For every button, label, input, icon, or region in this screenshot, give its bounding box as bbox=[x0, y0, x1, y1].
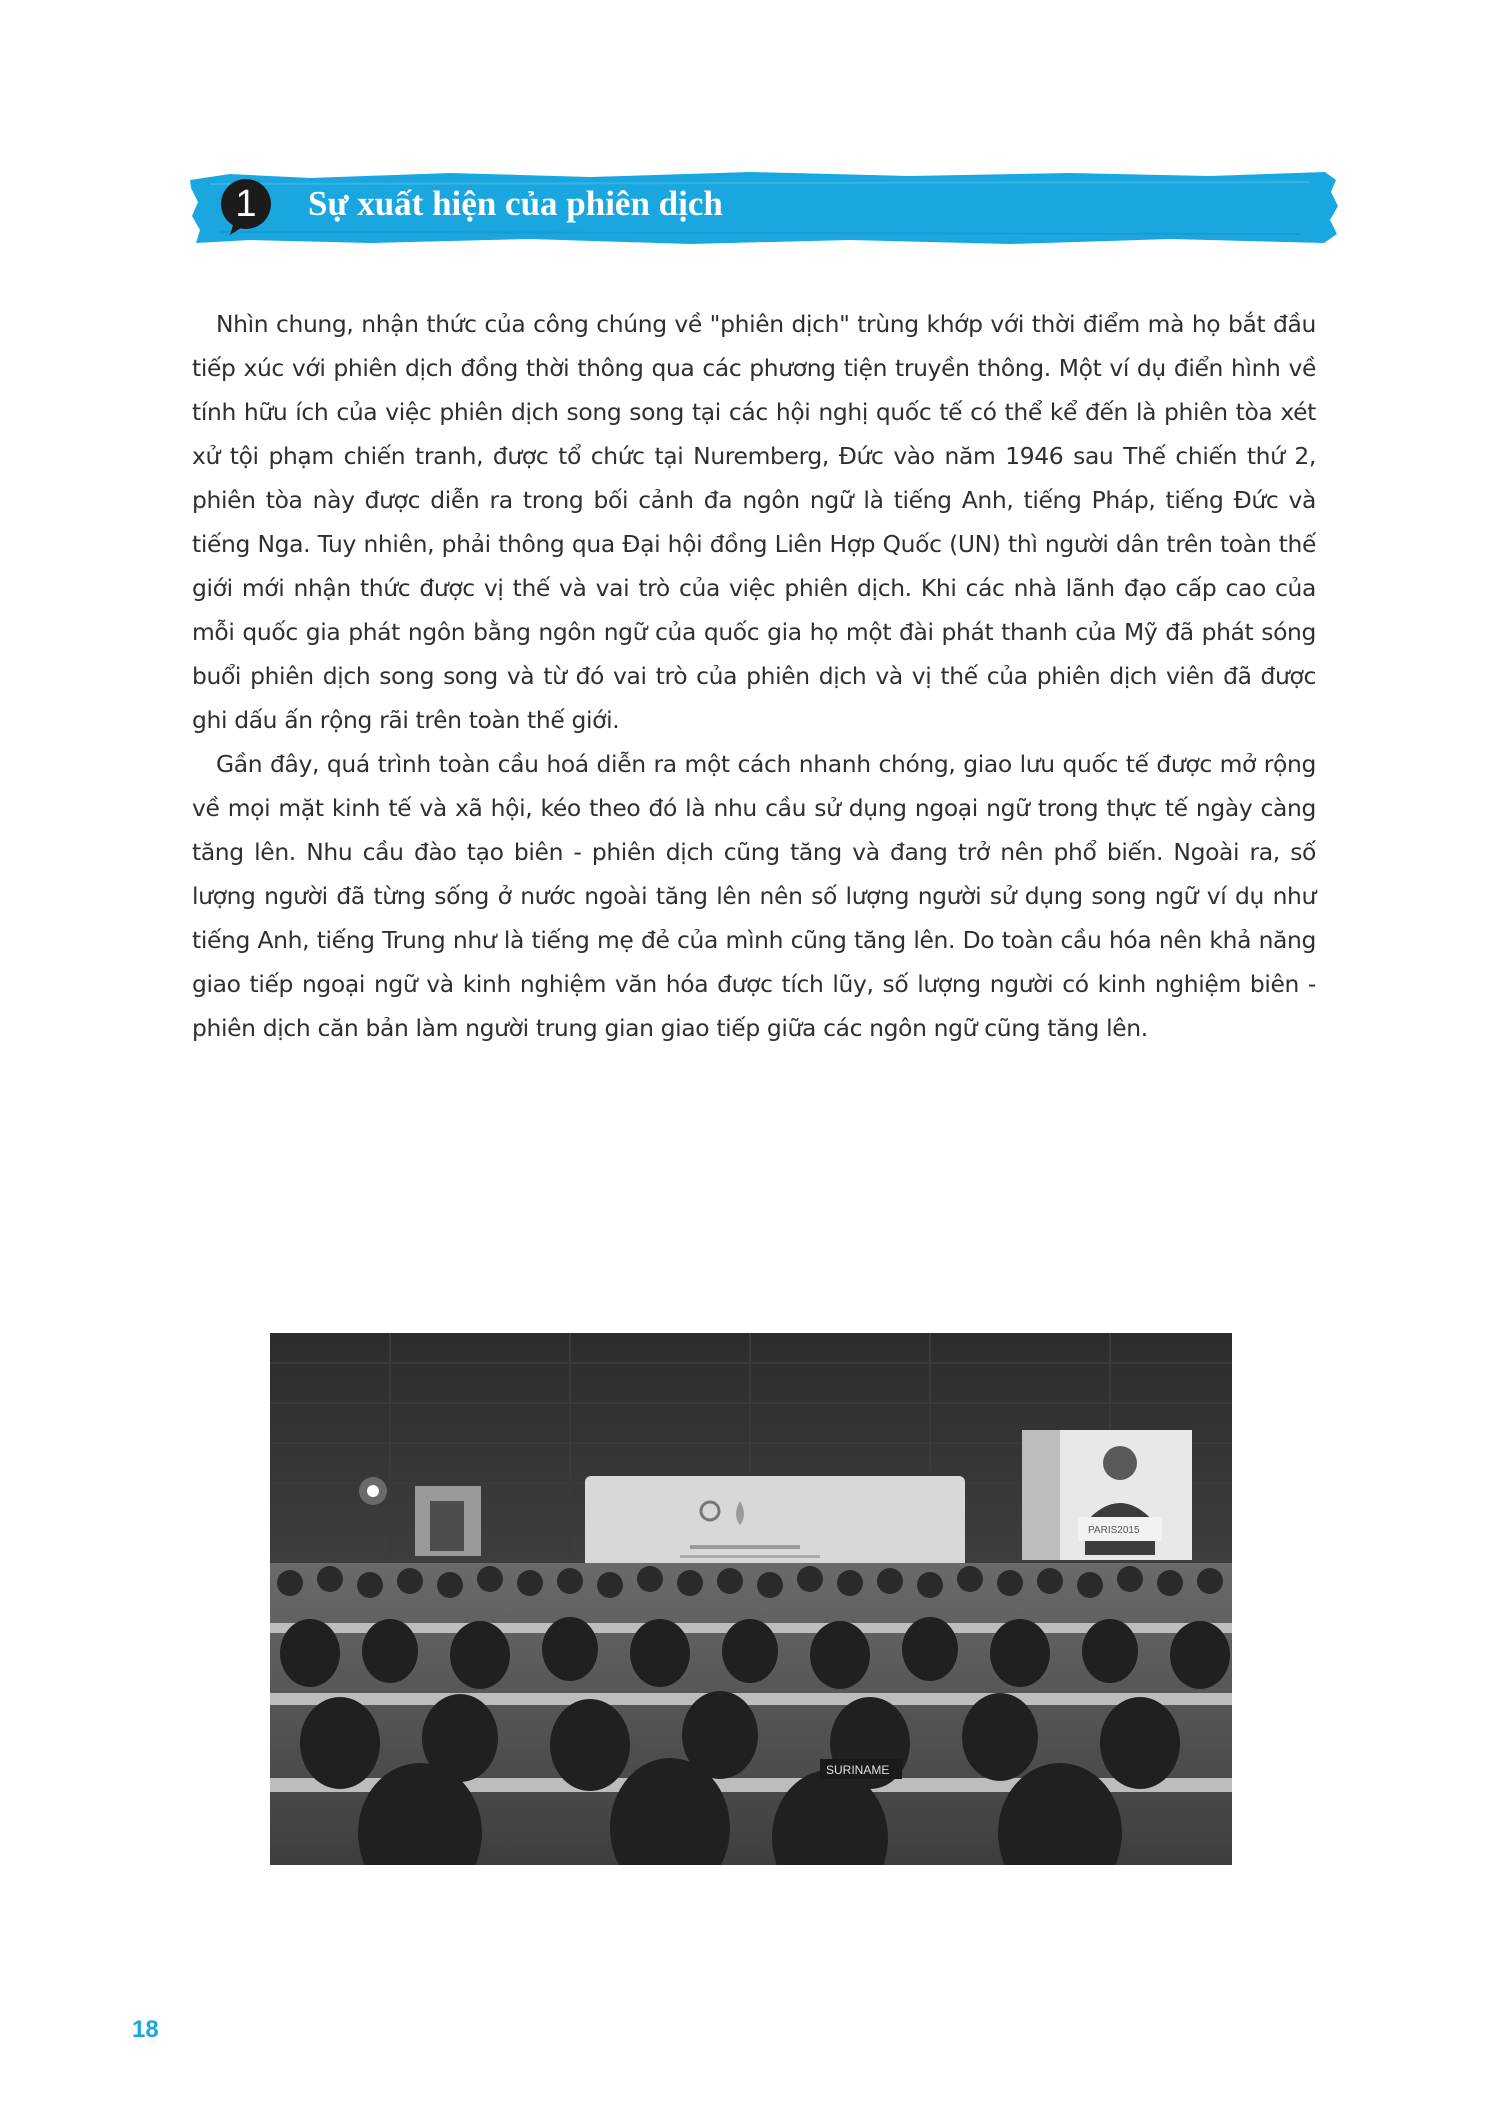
desk-sign-text: SURINAME bbox=[826, 1763, 890, 1777]
conference-hall-photo bbox=[270, 1333, 1232, 1865]
paragraph-2: Gần đây, quá trình toàn cầu hoá diễn ra một cách nhanh chóng, giao lưu quốc tế được mở rộng về mọi mặt kinh tế và xã hội, kéo theo đó là nhu cầu sử dụng ngoại ngữ trong thực tế ngày càng tăng lên. Nhu cầu đào tạo biên - phiên dịch cũng tăng và đang trở nên phổ biến. Ngoài ra, số lượng người đã từng sống ở nước ngoài tăng lên nên số lượng người sử dụng song ngữ ví dụ như tiếng Anh, tiếng Trung như là tiếng mẹ đẻ của mình cũng tăng lên. Do toàn cầu hóa nên khả năng giao tiếp ngoại ngữ và kinh nghiệm văn hóa được tích lũy, số lượng người có kinh nghiệm biên - phiên dịch căn bản làm người trung gian giao tiếp giữa các ngôn ngữ cũng tăng lên. bbox=[192, 750, 1316, 1042]
screen-logo-text: PARIS2015 bbox=[1088, 1525, 1140, 1536]
page-number: 18 bbox=[132, 2016, 159, 2043]
section-number-badge bbox=[220, 178, 278, 236]
section-heading-banner bbox=[190, 170, 1340, 245]
paragraph-1: Nhìn chung, nhận thức của công chúng về "phiên dịch" trùng khớp với thời điểm mà họ bắt đầu tiếp xúc với phiên dịch đồng thời thông qua các phương tiện truyền thông. Một ví dụ điển hình về tính hữu ích của việc phiên dịch song song tại các hội nghị quốc tế có thể kể đến là phiên tòa xét xử tội phạm chiến tranh, được tổ chức tại Nuremberg, Đức vào năm 1946 sau Thế chiến thứ 2, phiên tòa này được diễn ra trong bối cảnh đa ngôn ngữ là tiếng Anh, tiếng Pháp, tiếng Đức và tiếng Nga. Tuy nhiên, phải thông qua Đại hội đồng Liên Hợp Quốc (UN) thì người dân trên toàn thế giới mới nhận thức được vị thế và vai trò của việc phiên dịch. Khi các nhà lãnh đạo cấp cao của mỗi quốc gia phát ngôn bằng ngôn ngữ của quốc gia họ một đài phát thanh của Mỹ đã phát sóng buổi phiên dịch song song và từ đó vai trò của phiên dịch và vị thế của phiên dịch viên đã được ghi dấu ấn rộng rãi trên toàn thế giới. bbox=[192, 310, 1316, 734]
section-number: 1 bbox=[235, 183, 257, 225]
conference-photo-illustration bbox=[270, 1333, 1232, 1865]
body-text bbox=[192, 302, 1316, 1050]
section-title: Sự xuất hiện của phiên dịch bbox=[308, 184, 723, 223]
